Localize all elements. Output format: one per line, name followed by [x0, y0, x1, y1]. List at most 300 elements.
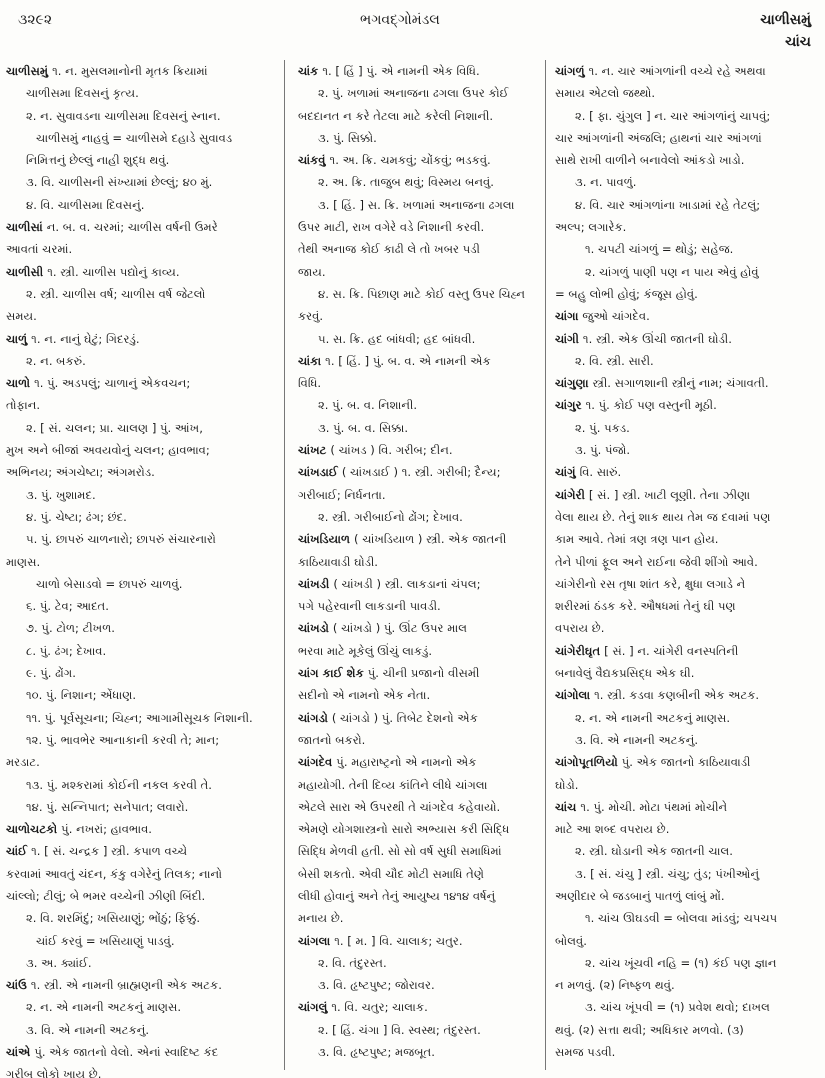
definition-text: ૧૨. પું. ભાવભેર આનાકાની કરવી તે; માન; — [26, 732, 220, 747]
definition-text: ૧. અ. ક્રિ. ચમકવું; ચોંકવું; ભડકવું. — [329, 153, 491, 168]
definition-text: [ સં. ] સ્ત્રી. ખાટી લૂણી. તેના ઝીણા — [588, 487, 751, 502]
headword: ચાંખડિયાળ — [298, 532, 351, 547]
definition-line — [6, 1019, 274, 1041]
definition-text: પું. નખરાં; હાવભાવ. — [61, 822, 152, 837]
definition-line — [6, 907, 274, 929]
definition-text: વિધિ. — [298, 376, 322, 391]
definition-text: એટલે સારા એ ઉપરથી તે ચાંગદેવ કહેવાયો. — [298, 799, 501, 814]
definition-text: ૭. પું. ટોળ; ટીખળ. — [26, 621, 115, 636]
definition-line — [6, 662, 274, 684]
definition-text: કામ આવે. તેમાં ત્રણ ત્રણ પાન હોય. — [555, 532, 719, 547]
headword: ચાંખટ — [298, 443, 327, 458]
headword: ચાંગડો — [298, 710, 328, 725]
definition-line — [6, 617, 274, 639]
definition-line — [6, 238, 274, 260]
definition-line — [6, 149, 274, 171]
definition-text: ૨. ન. સુવાવડના ચાળીસમા દિવસનું સ્નાન. — [26, 108, 221, 123]
dictionary-entry-line — [298, 930, 538, 952]
definition-line — [298, 238, 538, 260]
definition-line — [298, 394, 538, 416]
definition-text: ૯. પું. ઢોંગ. — [26, 666, 76, 681]
headword: ચાંગોલા — [555, 688, 591, 703]
definition-line — [555, 149, 820, 171]
definition-text: વેલા થાય છે. તેનું શાક થાય તેમ જ દવામાં પણ — [555, 509, 771, 524]
headword: ચાંગુર — [555, 398, 582, 413]
definition-text: ૧. પું. અડપલું; ચાળાનું એકવચન; — [34, 376, 191, 391]
definition-line — [298, 127, 538, 149]
dictionary-entry-line — [555, 328, 820, 350]
definition-line — [555, 863, 820, 885]
headword: ચાંગલા — [298, 933, 331, 948]
definition-text: ૨. [ સં. ચલન; પ્રા. ચાલણ ] પું. આંખ, — [26, 420, 203, 435]
definition-line — [555, 662, 820, 684]
headword: ચાંએ — [6, 1045, 31, 1060]
definition-line — [298, 551, 538, 573]
definition-text: ન મળવું. (૨) નિષ્ફળ થવું. — [555, 978, 675, 993]
dictionary-entry-line — [298, 617, 538, 639]
column-divider — [545, 60, 546, 1070]
definition-text: કરવું. — [298, 309, 324, 324]
dictionary-entry-line — [6, 328, 274, 350]
definition-line — [6, 595, 274, 617]
dictionary-entry-line — [555, 640, 820, 662]
definition-text: તોફાન. — [6, 398, 41, 413]
definition-text: ૧. [ હિં ] પું. એ નામની એક વિધિ. — [322, 64, 480, 78]
definition-text: મરડાટ. — [6, 755, 40, 770]
definition-line — [555, 105, 820, 127]
definition-text: ૬. પું. ટેવ; આદત. — [26, 599, 109, 614]
definition-text: આવતાં ચરમાં. — [6, 242, 73, 257]
headword: ચાળીસી — [6, 264, 44, 279]
definition-line — [6, 439, 274, 461]
headword: ચાંગ કાઈ શેક — [298, 666, 364, 681]
definition-line — [555, 573, 820, 595]
definition-text: ૧. સ્ત્રી. એક ઊંચી જાતની ઘોડી. — [582, 331, 732, 346]
definition-text: ૩. પું. સિક્કો. — [318, 130, 377, 145]
definition-text: ૧. વિ. ચતુર; ચાલાક. — [331, 1000, 428, 1015]
definition-text: ૧. ન. નાનું ઘેટું; ગિદરડું. — [31, 331, 140, 346]
definition-text: પું. મહારાષ્ટ્રનો એ નામનો એક — [336, 755, 477, 770]
definition-line — [555, 617, 820, 639]
definition-text: [ સં. ] ન. ચાંગેરી વનસ્પતિની — [604, 643, 739, 658]
dictionary-entry-line — [298, 528, 538, 550]
definition-line — [298, 1019, 538, 1041]
dictionary-entry-line — [298, 439, 538, 461]
definition-text: ૧. [ મ. ] વિ. ચાલાક; ચતુર. — [334, 933, 463, 948]
headword: ચાંકવું — [298, 153, 326, 168]
definition-text: વિ. સારું. — [579, 465, 622, 480]
dictionary-entry-line — [6, 974, 274, 996]
dictionary-entry-line — [6, 1041, 274, 1063]
definition-text: બદદાનત ન કરે તેટલા માટે કરેલી નિશાની. — [298, 108, 494, 123]
definition-text: ૨. ચાંચ ખૂંચવી નહિ = (૧) કંઈ પણ જ્ઞાન — [585, 955, 777, 970]
dictionary-entry-line — [298, 350, 538, 372]
definition-text: જાતનો બકરો. — [298, 732, 366, 747]
definition-text: ૨. વિ. તંદુરસ્ત. — [318, 955, 387, 970]
definition-text: પું. ચીની પ્રજાનો વીસમી — [367, 666, 480, 681]
definition-text: ૨. સ્ત્રી. ગરીબાઈનો ઢોંગ; દેખાવ. — [318, 509, 463, 524]
definition-text: ગરીબાઈ; નિર્ધનતા. — [298, 487, 386, 502]
definition-text: તેથી અનાજ કોઈ કાઢી લે તો ખબર પડી — [298, 242, 480, 257]
definition-text: ૩. [ હિં. ] સ. ક્રિ. ખળામાં અનાજના ઢગલા — [318, 197, 515, 212]
definition-text: મહાયોગી. તેની દિવ્ય કાંતિને લીધે ચાંગલા — [298, 777, 488, 792]
headword: ચાંગુણા — [555, 376, 589, 391]
definition-line — [298, 82, 538, 104]
definition-text: ૫. સ. ક્રિ. હદ બાંધવી; હદ બાંધવી. — [318, 331, 476, 346]
definition-text: ( ચાંખડ ) વિ. ગરીબ; દીન. — [330, 443, 453, 458]
definition-line — [298, 863, 538, 885]
definition-text: ૨. સ્ત્રી. ઘોડાની એક જાતની ચાલ. — [575, 844, 733, 859]
definition-line — [555, 171, 820, 193]
headword: ચાંગોપૂતળિયો — [555, 755, 618, 770]
definition-text: ૧. ન. ચાર આંગળાંની વચ્ચે રહે અથવા — [588, 64, 766, 78]
definition-text: ૧. સ્ત્રી. કડવા કણબીની એક અટક. — [594, 688, 760, 703]
definition-text: ૨. પું. ખળામાં અનાજના ઢગલા ઉપર કોઈ — [318, 86, 509, 101]
definition-line — [298, 417, 538, 439]
headword: ચાંખડો — [298, 621, 329, 636]
definition-text: ૩. વિ. એ નામની અટકનું. — [26, 1022, 150, 1037]
headword: ચાંગેરીઘૃત — [555, 643, 601, 658]
definition-line — [298, 328, 538, 350]
definition-text: ૧. સ્ત્રી. ચાળીસ પદ્યોનું કાવ્ય. — [47, 264, 180, 279]
dictionary-entry-line — [555, 60, 820, 82]
definition-text: ( ચાંખડી ) સ્ત્રી. લાકડાનાં ચંપલ; — [333, 576, 481, 591]
definition-line — [298, 484, 538, 506]
definition-text: અભિનય; અંગચેષ્ટા; અંગમરોડ. — [6, 465, 155, 480]
definition-text: વપરાય છે. — [555, 621, 605, 636]
definition-text: નિમિત્તનું છેલ્લું નાહી શુદ્ધ થવું. — [26, 153, 170, 168]
definition-text: ( ચાંખડો ) પું. ઊંટ ઉપર માલ — [332, 621, 468, 636]
definition-text: ૧૪. પું. સન્નિપાત; સનેપાત; લવારો. — [26, 799, 189, 814]
definition-line — [298, 372, 538, 394]
page-number: ૩૨૯૨ — [18, 12, 53, 28]
definition-text: ગરીબ લોકો ખાય છે. — [6, 1067, 102, 1078]
definition-text: ૨. ન. બકરું. — [26, 353, 86, 368]
definition-text: જુઓ ચાંગદેવ. — [582, 309, 650, 324]
definition-text: એમણે યોગશાસ્ત્રનો સારો અભ્યાસ કરી સિદ્ધિ — [298, 822, 510, 837]
definition-line — [555, 439, 820, 461]
definition-text: ઘોડો. — [555, 777, 579, 792]
definition-line — [6, 952, 274, 974]
definition-text: ૩. વિ. એ નામની અટકનું. — [575, 732, 699, 747]
definition-text: ૨. પું. બ. વ. નિશાની. — [318, 398, 418, 413]
definition-line — [298, 952, 538, 974]
definition-line — [6, 729, 274, 751]
definition-text: ૧. [ સં. ચન્દ્રક ] સ્ત્રી. કપાળ વચ્ચે — [31, 844, 188, 859]
definition-line — [6, 774, 274, 796]
definition-line — [298, 840, 538, 862]
dictionary-entry-line — [298, 149, 538, 171]
guide-word-first: ચાળીસમું — [760, 12, 811, 28]
definition-line — [6, 171, 274, 193]
definition-text: લીધી હોવાનું અને તેનું આયુષ્ય ૧૪૧૪ વર્ષનું — [298, 888, 496, 903]
definition-text: શરીરમાં ઠંડક કરે. ઔષધમાં તેનું ઘી પણ — [555, 599, 736, 614]
page-title: ભગવદ્ગોમંડલ — [360, 12, 440, 28]
definition-text: પું. એક જાતનો કાઠિયાવાડી — [621, 755, 751, 770]
headword: ચાળો — [6, 376, 31, 391]
headword: ચાંખડી — [298, 576, 330, 591]
definition-line — [555, 907, 820, 929]
definition-line — [6, 461, 274, 483]
definition-text: ૧૦. પું. નિશાન; એંધાણ. — [26, 688, 137, 703]
definition-line — [298, 171, 538, 193]
definition-text: જાય. — [298, 264, 326, 279]
definition-line — [555, 1041, 820, 1063]
definition-text: ૧. ચાંચ ઊઘડવી = બોલવા માંડવું; ચપચપ — [585, 911, 778, 926]
headword: ચાળું — [6, 331, 28, 346]
definition-line — [555, 261, 820, 283]
definition-text: ૧. પું. કોઈ પણ વસ્તુની મૂઠી. — [585, 398, 717, 413]
definition-line — [298, 796, 538, 818]
definition-text: ૧૧. પું. પૂર્વસૂચના; ચિહ્ન; આગામીસૂચક નિશાની. — [26, 710, 253, 725]
definition-text: ૨. સ્ત્રી. ચાળીસ વર્ષ; ચાળીસ વર્ષ જેટલો — [26, 286, 206, 301]
definition-text: ૩. ન. પાવળું. — [575, 175, 637, 190]
definition-text: ૧૩. પું. મશ્કરામાં કોઈની નકલ કરવી તે. — [26, 777, 212, 792]
definition-line — [6, 573, 274, 595]
definition-text: કાઠિયાવાડી ઘોડી. — [298, 554, 378, 569]
definition-text: અણીદાર બે જડબાનું પાતળું લાંબું મોં. — [555, 888, 725, 903]
definition-line — [298, 506, 538, 528]
dictionary-entry-line — [555, 394, 820, 416]
definition-text: ૨. [ હિં. ચંગા ] વિ. સ્વસ્થ; તંદુરસ્ત. — [318, 1022, 481, 1037]
definition-line — [555, 417, 820, 439]
dictionary-entry-line — [555, 305, 820, 327]
definition-text: સિદ્ધિ મેળવી હતી. સો સો વર્ષ સુધી સમાધિમાં — [298, 844, 502, 859]
definition-text: થવું. (૨) સત્તા થવી; અધિકાર મળવો. (૩) — [555, 1022, 744, 1037]
definition-text: ચાળો બેસાડવો = છાપરું ચાળવું. — [36, 576, 183, 591]
definition-text: ૫. પું. છાપરું ચાળનારો; છાપરું સંચારનારો — [26, 532, 216, 547]
dictionary-entry-line — [298, 996, 538, 1018]
definition-line — [555, 1019, 820, 1041]
definition-line — [555, 818, 820, 840]
dictionary-entry-line — [298, 461, 538, 483]
guide-word-last: ચાંચ — [785, 34, 811, 50]
definition-text: ૩. ચાંચ ખૂંપવી = (૧) પ્રવેશ થવો; દાખલ — [585, 1000, 770, 1015]
definition-text: મનાય છે. — [298, 911, 344, 926]
headword: ચાંખડાઈ — [298, 465, 338, 480]
headword: ચાંગા — [555, 309, 579, 324]
definition-text: સમજ પડવી. — [555, 1045, 616, 1060]
dictionary-entry-line — [6, 372, 274, 394]
definition-line — [298, 774, 538, 796]
definition-line — [298, 974, 538, 996]
definition-line — [555, 216, 820, 238]
definition-text: ૧. ચપટી ચાંગળું = થોડું; સહેજ. — [585, 242, 734, 257]
definition-text: બોલવું. — [555, 933, 587, 948]
definition-line — [298, 640, 538, 662]
definition-text: ૩. અ. ક્યાંઈ. — [26, 955, 92, 970]
column-divider — [284, 60, 285, 1070]
definition-line — [555, 528, 820, 550]
definition-text: ૧. પું. મોચી. મોટા પંથમાં મોચીને — [580, 799, 728, 814]
definition-text: પગે પહેરવાની લાકડાની પાવડી. — [298, 599, 441, 614]
definition-text: સદીનો એ નામનો એક નેતા. — [298, 688, 431, 703]
definition-text: માણસ. — [6, 554, 41, 569]
definition-text: ૪. પું. ચેષ્ટા; ઢંગ; છંદ. — [26, 509, 127, 524]
definition-text: ૩. [ સં. ચંચુ ] સ્ત્રી. ચંચુ; તુંડ; પંખીઓનું — [575, 866, 760, 881]
dictionary-entry-line — [298, 751, 538, 773]
headword: ચાંગળું — [555, 64, 585, 78]
definition-text: ૩. વિ. ચાળીસની સંખ્યામાં છેલ્લું; ૪૦ મું. — [26, 175, 213, 190]
definition-line — [6, 796, 274, 818]
definition-line — [555, 840, 820, 862]
definition-line — [555, 127, 820, 149]
headword: ચાળીસાં — [6, 220, 43, 235]
definition-line — [298, 261, 538, 283]
definition-text: ચાંગેરીનો રસ તૃષા શાંત કરે, ક્ષુધા લગાડે ને — [555, 576, 746, 591]
definition-line — [555, 974, 820, 996]
dictionary-entry-line — [298, 60, 538, 82]
dictionary-entry-line — [298, 573, 538, 595]
headword: ચાંગું — [555, 465, 576, 480]
dictionary-entry-line — [6, 216, 274, 238]
definition-line — [6, 551, 274, 573]
definition-line — [6, 751, 274, 773]
definition-text: ૩. પું. ખુશામદ. — [26, 487, 96, 502]
definition-text: ૩. પું. બ. વ. સિક્કા. — [318, 420, 409, 435]
definition-text: ૨. વિ. શરમિંદું; ખસિયાણું; ભોંઠું; ફિક્કું. — [26, 911, 201, 926]
dictionary-entry-line — [298, 707, 538, 729]
column-2 — [298, 60, 538, 1063]
definition-text: ( ચાંખડિયાળ ) સ્ત્રી. એક જાતની — [354, 532, 507, 547]
definition-text: ભરવા માટે મૂકેલું ઊંચું લાકડું. — [298, 643, 433, 658]
definition-text: ( ચાંખડાઈ ) ૧. સ્ત્રી. ગરીબી; દૈન્ય; — [341, 465, 501, 480]
dictionary-entry-line — [555, 796, 820, 818]
definition-text: ૧. ન. મુસલમાનોની મૃતક ક્રિયામાં — [52, 64, 208, 78]
dictionary-entry-line — [6, 840, 274, 862]
definition-text: ૩. પું. પંજો. — [575, 443, 631, 458]
headword: ચાળીસમું — [6, 64, 49, 78]
definition-text: પું. એક જાતનો વેલો. એનાં સ્વાદિષ્ટ કંદ — [34, 1045, 219, 1060]
definition-text: ૨. વિ. સ્ત્રી. સારી. — [575, 353, 654, 368]
definition-text: ૨. ન. એ નામની અટકનું માણસ. — [26, 1000, 182, 1015]
column-1 — [6, 60, 274, 1078]
definition-text: ૪. વિ. ચાર આંગળાંના ખાડામાં રહે તેટલું; — [575, 197, 761, 212]
definition-line — [6, 640, 274, 662]
definition-line — [555, 194, 820, 216]
definition-line — [6, 283, 274, 305]
definition-line — [298, 595, 538, 617]
definition-line — [555, 506, 820, 528]
headword: ચાંચ — [555, 799, 577, 814]
definition-line — [555, 952, 820, 974]
definition-text: ન. બ. વ. ચરમાં; ચાળીસ વર્ષની ઉમરે — [46, 220, 218, 235]
definition-line — [555, 885, 820, 907]
definition-line — [6, 417, 274, 439]
dictionary-entry-line — [555, 684, 820, 706]
definition-text: તેને પીળાં ફૂલ અને રાઈના જેવી શીંગો આવે. — [555, 554, 758, 569]
definition-line — [6, 930, 274, 952]
headword: ચાંકા — [298, 353, 322, 368]
definition-text: ૨. [ ફા. ચુંગુલ ] ન. ચાર આંગળાંનું ચાપવું; — [575, 108, 771, 123]
dictionary-entry-line — [555, 461, 820, 483]
definition-line — [6, 484, 274, 506]
headword: ચાંગેરી — [555, 487, 585, 502]
definition-line — [555, 551, 820, 573]
headword: ચાંઈ — [6, 844, 28, 859]
definition-text: ( ચાંગડો ) પું. તિબેટ દેશનો એક — [331, 710, 478, 725]
headword: ચાંગદેવ — [298, 755, 333, 770]
definition-text: ૨. અ. ક્રિ. તાજુબ થવું; વિસ્મય બનવું. — [318, 175, 494, 190]
definition-line — [298, 305, 538, 327]
definition-text: ૩. વિ. હૃષ્ટપુષ્ટ; જોરાવર. — [318, 978, 435, 993]
dictionary-entry-line — [6, 60, 274, 82]
definition-text: અલ્પ; લગારેક. — [555, 220, 627, 235]
definition-text: ઉપર માટી, રાખ વગેરે વડે નિશાની કરવી. — [298, 220, 485, 235]
definition-text: ૨. પું. પકડ. — [575, 420, 630, 435]
definition-text: ૮. પું. ઢંગ; દેખાવ. — [26, 643, 107, 658]
dictionary-entry-line — [555, 372, 820, 394]
definition-line — [6, 863, 274, 885]
definition-text: ચાંઈ કરવું = ખસિયાણું પાડવું. — [36, 933, 175, 948]
definition-line — [555, 996, 820, 1018]
dictionary-entry-line — [298, 662, 538, 684]
definition-line — [298, 729, 538, 751]
definition-line — [298, 907, 538, 929]
definition-text: ચાળીસમું નાહવું = ચાળીસમે દહાડે સુવાવડ — [36, 130, 233, 145]
headword: ચાંગી — [555, 331, 579, 346]
definition-line — [555, 283, 820, 305]
definition-text: ચાર આંગળાંની અંજલિ; હાથનાં ચાર આંગળાં — [555, 130, 762, 145]
dictionary-entry-line — [6, 818, 274, 840]
definition-text: ૨. ન. એ નામની અટકનું માણસ. — [575, 710, 731, 725]
definition-line — [6, 194, 274, 216]
definition-line — [555, 350, 820, 372]
definition-line — [555, 238, 820, 260]
headword: ચાળોચટકો — [6, 822, 58, 837]
definition-line — [6, 127, 274, 149]
definition-text: માટે આ શબ્દ વપરાય છે. — [555, 822, 670, 837]
definition-line — [6, 684, 274, 706]
definition-text: બનાવેલું વૈદ્યકપ્રસિદ્ધ એક ઘી. — [555, 666, 695, 681]
definition-line — [555, 707, 820, 729]
headword: ચાંગલું — [298, 1000, 328, 1015]
definition-text: બેસી શકતો. એવી ચૌદ મોટી સમાધિ તેણે — [298, 866, 484, 881]
definition-text: સ્ત્રી. સગાળશાની સ્ત્રીનું નામ; ચંગાવતી. — [592, 376, 769, 391]
definition-line — [6, 885, 274, 907]
definition-line — [298, 885, 538, 907]
definition-line — [6, 305, 274, 327]
dictionary-entry-line — [555, 751, 820, 773]
definition-text: ૧. સ્ત્રી. એ નામની બ્રાહ્મણની એક અટક. — [30, 978, 222, 993]
headword: ચાંઉ — [6, 978, 27, 993]
definition-line — [6, 528, 274, 550]
definition-line — [298, 283, 538, 305]
definition-line — [298, 105, 538, 127]
definition-text: ૧. [ હિં. ] પું. બ. વ. એ નામની એક — [325, 353, 491, 368]
definition-text: કરવામાં આવતું ચંદન, કંકુ વગેરેનું તિલક; નાનો — [6, 866, 222, 881]
dictionary-entry-line — [555, 484, 820, 506]
definition-line — [6, 82, 274, 104]
definition-line — [298, 1041, 538, 1063]
definition-text: સમય. — [6, 309, 37, 324]
definition-text: મુખ અને બીજાં અવયવોનું ચલન; હાવભાવ; — [6, 443, 210, 458]
definition-text: ચાંલ્લો; ટીલું; બે ભમર વચ્ચેની ઝીણી બિંદી. — [6, 888, 206, 903]
definition-line — [298, 684, 538, 706]
definition-text: ચાળીસમા દિવસનું કૃત્ય. — [26, 86, 139, 101]
definition-line — [555, 595, 820, 617]
definition-line — [6, 1063, 274, 1078]
definition-line — [555, 930, 820, 952]
definition-line — [6, 350, 274, 372]
definition-line — [6, 394, 274, 416]
dictionary-entry-line — [6, 261, 274, 283]
definition-text: ૪. વિ. ચાળીસમા દિવસનું. — [26, 197, 145, 212]
definition-text: ૩. વિ. હૃષ્ટપુષ્ટ; મજબૂત. — [318, 1045, 435, 1060]
definition-text: ૪. સ. ક્રિ. પિછાણ માટે કોઈ વસ્તુ ઉપર ચિહ્ન — [318, 286, 525, 301]
definition-line — [6, 707, 274, 729]
definition-text: ૨. ચાંગળું પાણી પણ ન પાય એવું હોવું — [585, 264, 759, 279]
